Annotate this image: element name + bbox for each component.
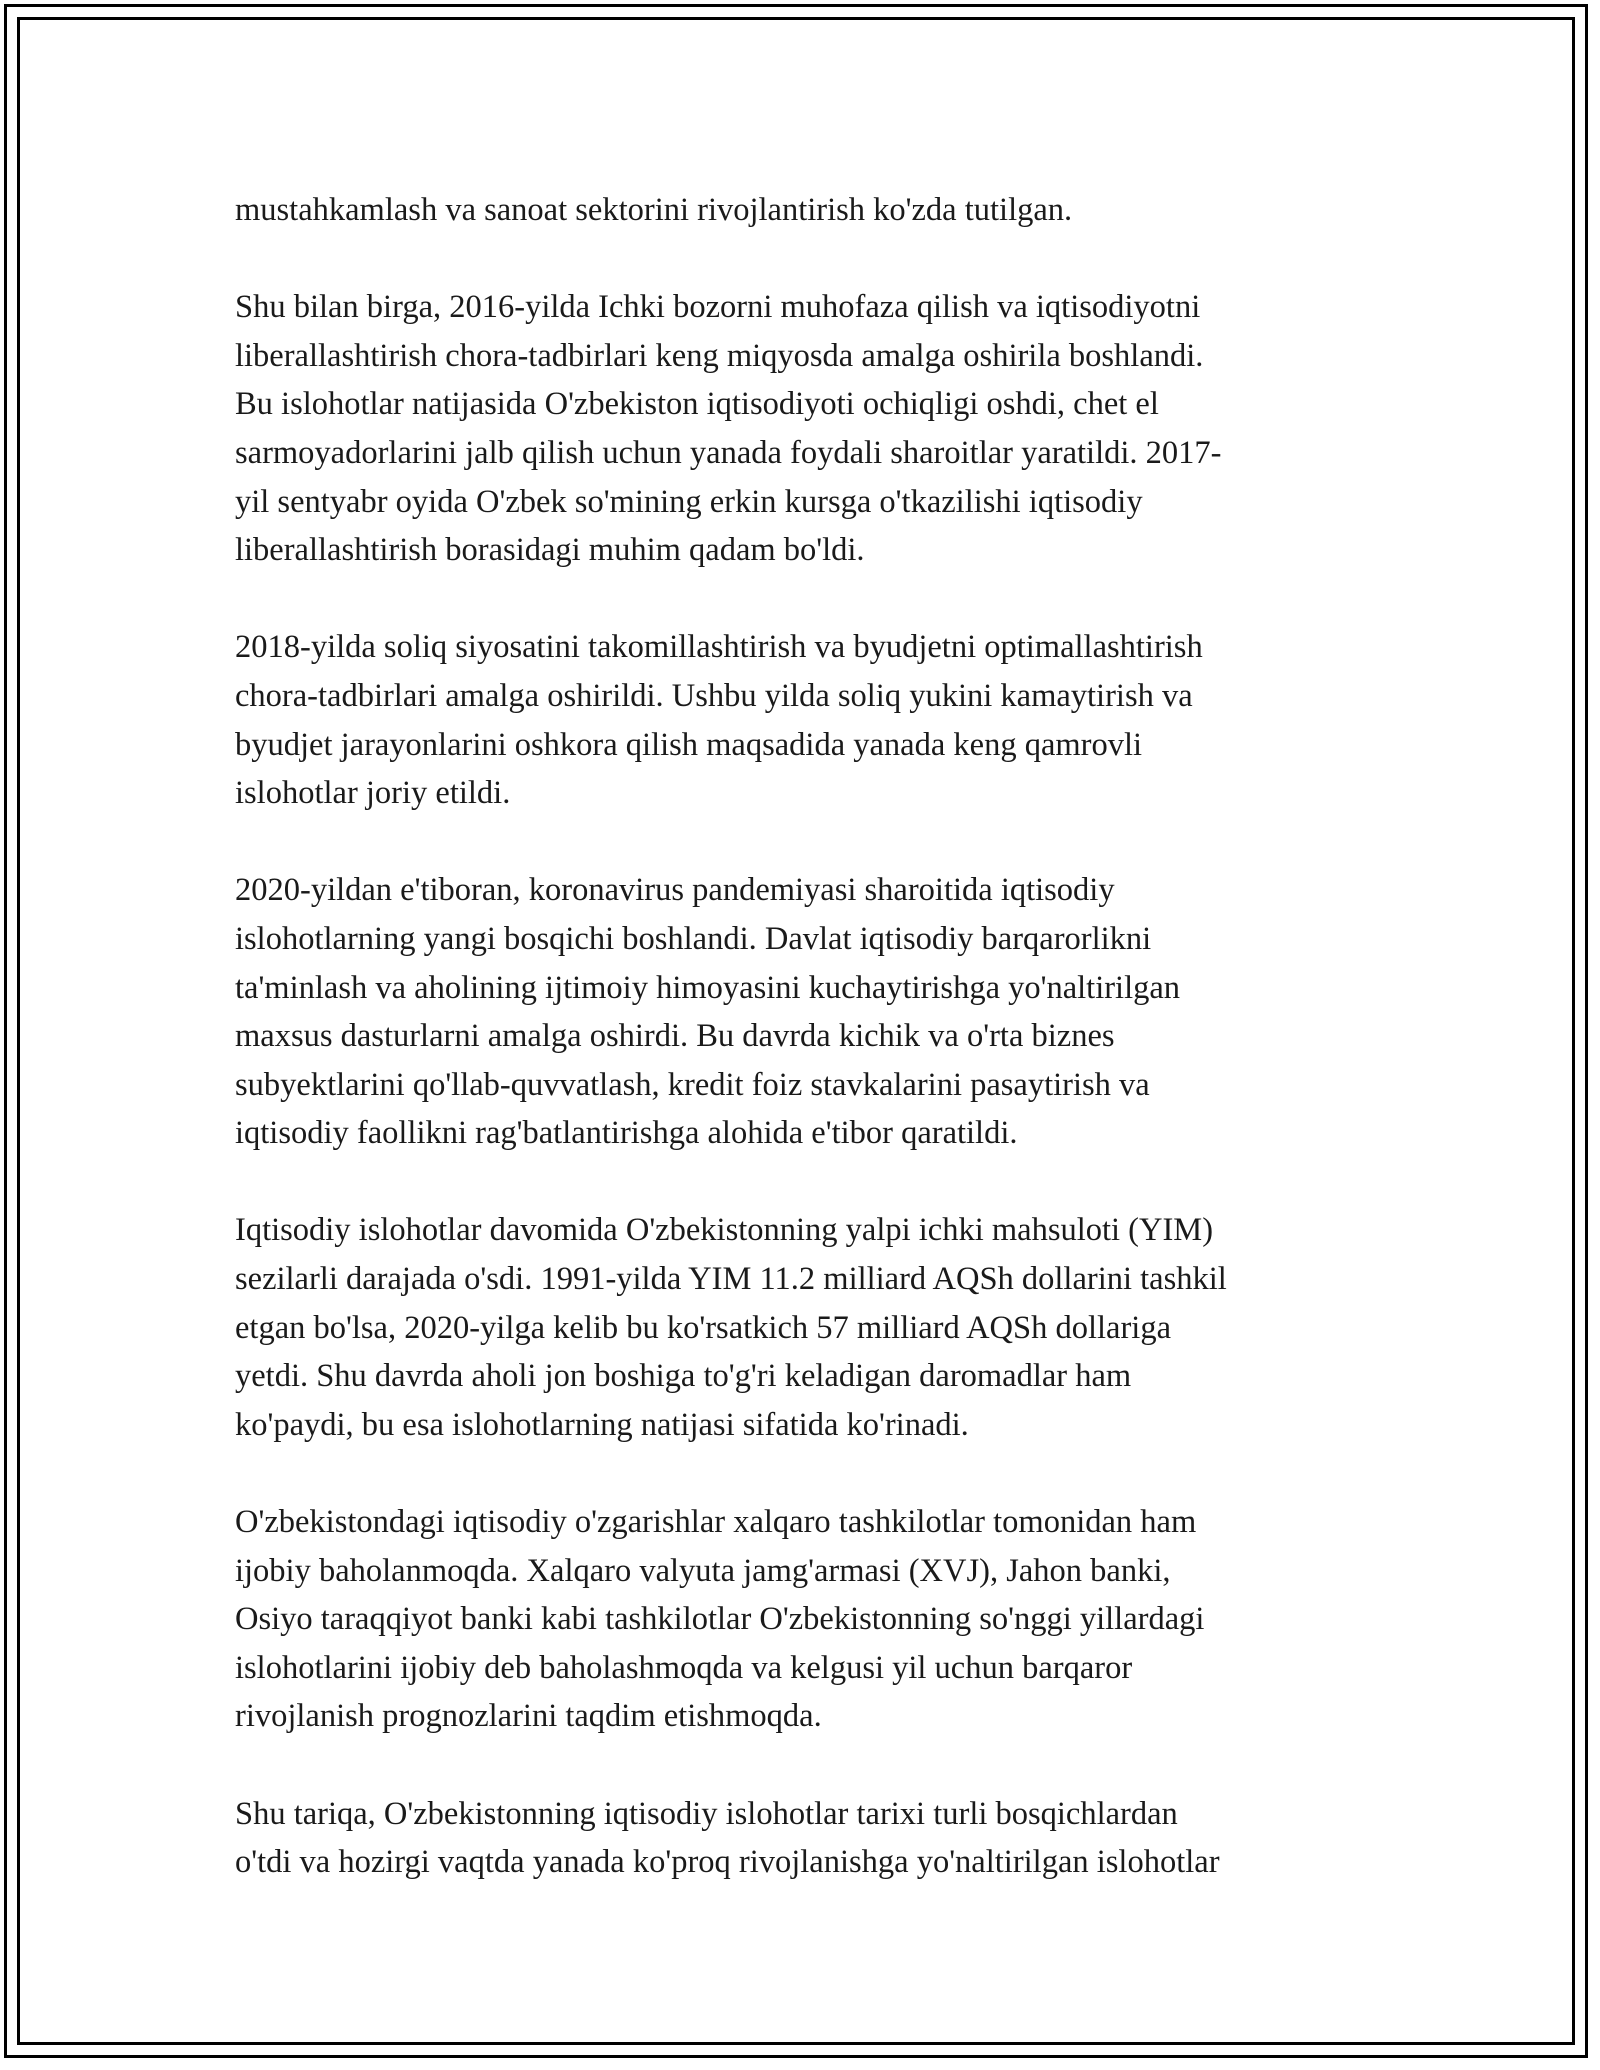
paragraph-3: 2018-yilda soliq siyosatini takomillashtirish va byudjetni optimallashtirish chora-tadbirlari amalga oshirildi. Ushbu yilda soliq yukini kamaytirish va byudjet jarayonlarini oshkora qilish maqsadida yanada keng qamrovli islohotlar joriy etildi.	[235, 629, 1203, 812]
paragraph-7: Shu tariqa, O'zbekistonning iqtisodiy islohotlar tarixi turli bosqichlardan o'tdi va hozirgi vaqtda yanada ko'proq rivojlanishga yo'naltirilgan islohotlar	[235, 1795, 1220, 1881]
paragraph-5: Iqtisodiy islohotlar davomida O'zbekistonning yalpi ichki mahsuloti (YIM) sezilarli darajada o'sdi. 1991-yilda YIM 11.2 milliard AQSh dollarini tashkil etgan bo'lsa, 2020-yilga kelib bu ko'rsatkich 57 milliard AQSh dollariga yetdi. Shu davrda aholi jon boshiga to'g'ri keladigan daromadlar ham ko'paydi, bu esa islohotlarning natijasi sifatida ko'rinadi.	[235, 1212, 1227, 1443]
document-body	[235, 186, 1375, 1887]
paragraph-1: mustahkamlash va sanoat sektorini rivojlantirish ko'zda tutilgan.	[235, 192, 1073, 228]
paragraph-2: Shu bilan birga, 2016-yilda Ichki bozorni muhofaza qilish va iqtisodiyotni liberallashtirish chora-tadbirlari keng miqyosda amalga oshirila boshlandi. Bu islohotlar natijasida O'zbekiston iqtisodiyoti ochiqligi oshdi, chet el sarmoyadorlarini jalb qilish uchun yanada foydali sharoitlar yaratildi. 2017- yil sentyabr oyida O'zbek so'mining erkin kursga o'tkazilishi iqtisodiy liberallashtirish borasidagi muhim qadam bo'ldi.	[235, 289, 1222, 569]
paragraph-4: 2020-yildan e'tiboran, koronavirus pandemiyasi sharoitida iqtisodiy islohotlarning yangi bosqichi boshlandi. Davlat iqtisodiy barqarorlikni ta'minlash va aholining ijtimoiy himoyasini kuchaytirishga yo'naltirilgan maxsus dasturlarni amalga oshirdi. Bu davrda kichik va o'rta biznes subyektlarini qo'llab-quvvatlash, kredit foiz stavkalarini pasaytirish va iqtisodiy faollikni rag'batlantirishga alohida e'tibor qaratildi.	[235, 872, 1181, 1152]
paragraph-6: O'zbekistondagi iqtisodiy o'zgarishlar xalqaro tashkilotlar tomonidan ham ijobiy baholanmoqda. Xalqaro valyuta jamg'armasi (XVJ), Jahon banki, Osiyo taraqqiyot banki kabi tashkilotlar O'zbekistonning so'nggi yillardagi islohotlarini ijobiy deb baholashmoqda va kelgusi yil uchun barqaror rivojlanish prognozlarini taqdim etishmoqda.	[235, 1504, 1205, 1735]
